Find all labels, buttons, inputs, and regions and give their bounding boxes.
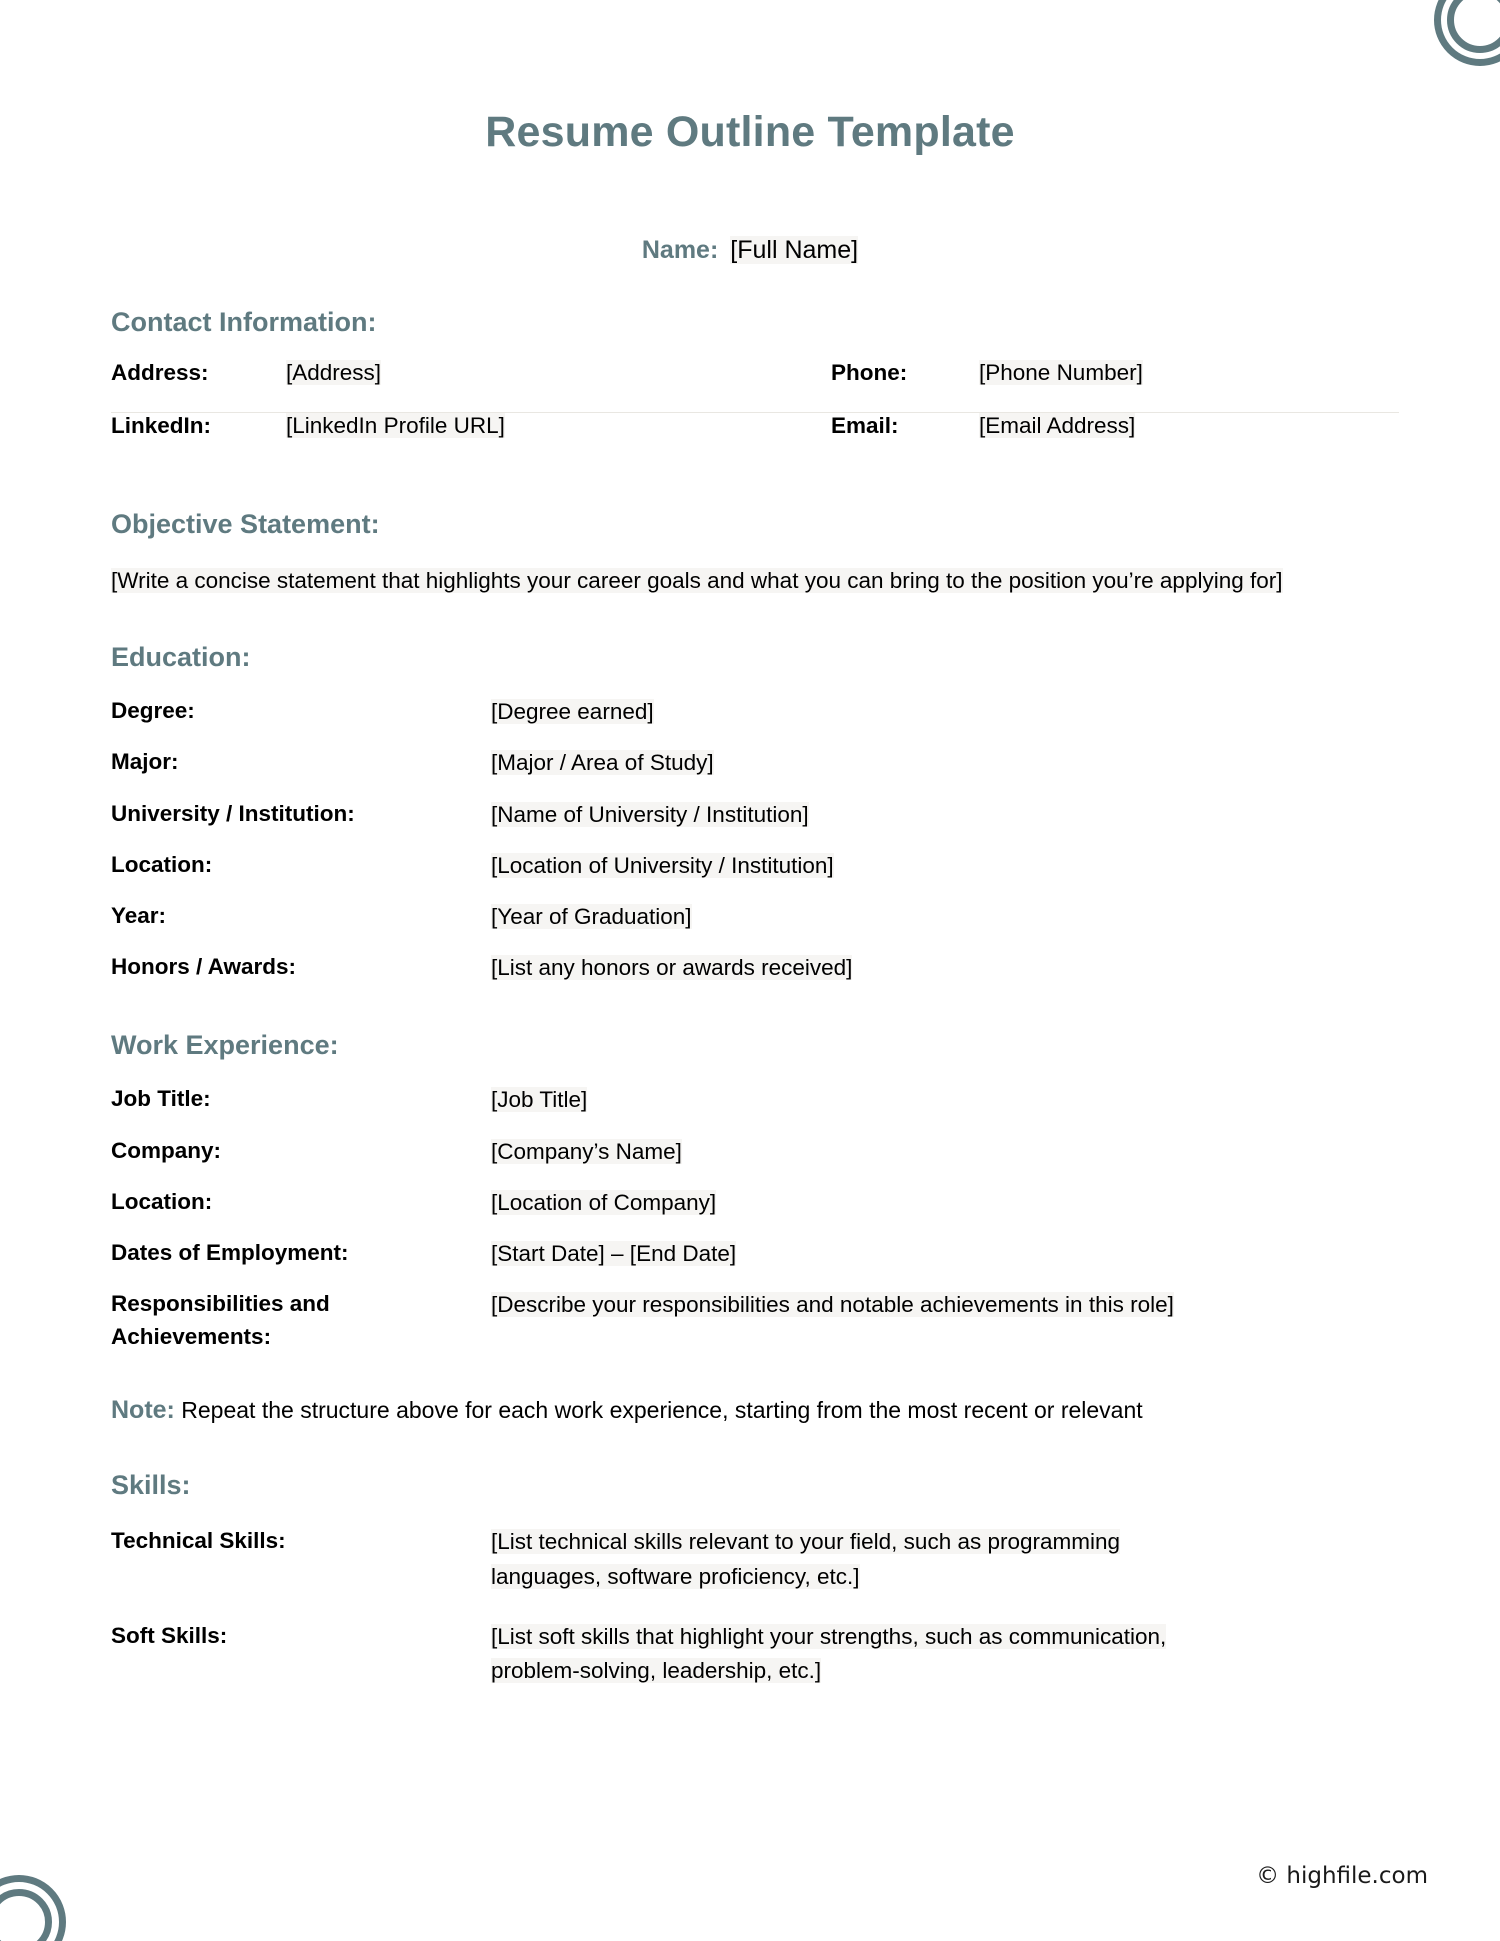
phone-label: Phone:: [831, 360, 908, 385]
work-location-value[interactable]: [Location of Company]: [491, 1189, 717, 1215]
section-work-experience: [111, 1030, 1389, 1353]
work-responsibilities-label: Responsibilities and Achievements:: [111, 1291, 330, 1349]
section-heading-education: Education:: [111, 642, 251, 673]
note-label: Note:: [111, 1396, 175, 1425]
section-education: [111, 642, 1389, 985]
table-row: [111, 798, 1399, 832]
soft-skills-label: Soft Skills:: [111, 1622, 228, 1648]
table-row: [111, 1620, 1399, 1688]
soft-skills-value-cell: [491, 1620, 1191, 1688]
corner-ring-bottom-left-inner-icon: [0, 1889, 52, 1941]
table-row: [111, 746, 1399, 780]
soft-skills-value[interactable]: [List soft skills that highlight your strengths, such as communication, problem-solving, leadership, etc.]: [491, 1623, 1167, 1683]
education-location-value[interactable]: [Location of University / Institution]: [491, 852, 834, 878]
objective-body-text[interactable]: [Write a concise statement that highlights your career goals and what you can bring to the position you’re applying for]: [111, 568, 1283, 593]
address-label: Address:: [111, 360, 209, 385]
work-dates-value-cell: [491, 1237, 1191, 1271]
education-year-value-cell: [491, 900, 1191, 934]
education-honors-value-cell: [491, 951, 1191, 985]
contact-row-address-phone: [111, 360, 1399, 413]
work-responsibilities-value[interactable]: [Describe your responsibilities and notable achievements in this role]: [491, 1292, 1174, 1318]
skills-table: [111, 1525, 1399, 1688]
footer-copyright: © highfile.com: [1256, 1863, 1428, 1889]
contact-row-linkedin-email: [111, 413, 1399, 465]
table-row: [111, 1135, 1399, 1169]
linkedin-value[interactable]: [LinkedIn Profile URL]: [286, 413, 505, 438]
work-job-title-value-cell: [491, 1083, 1191, 1117]
section-objective-statement: [111, 509, 1389, 597]
work-experience-table: [111, 1083, 1399, 1353]
education-university-label: University / Institution:: [111, 800, 355, 826]
work-dates-value[interactable]: [Start Date] – [End Date]: [491, 1240, 737, 1266]
section-heading-skills: Skills:: [111, 1470, 191, 1501]
contact-grid: [111, 360, 1399, 465]
work-location-value-cell: [491, 1186, 1191, 1220]
table-row: [111, 1237, 1399, 1271]
table-row: [111, 1083, 1399, 1117]
phone-value-cell: [979, 360, 1399, 386]
address-value[interactable]: [Address]: [286, 360, 382, 385]
education-honors-value[interactable]: [List any honors or awards received]: [491, 955, 853, 981]
education-location-value-cell: [491, 849, 1191, 883]
work-job-title-label: Job Title:: [111, 1086, 211, 1112]
work-location-label: Location:: [111, 1188, 213, 1214]
education-degree-label: Degree:: [111, 698, 195, 724]
note-line: [111, 1393, 1389, 1428]
table-row: [111, 1525, 1399, 1593]
name-value[interactable]: [Full Name]: [730, 236, 859, 264]
email-value[interactable]: [Email Address]: [979, 413, 1136, 438]
section-heading-contact: Contact Information:: [111, 307, 377, 337]
education-degree-value[interactable]: [Degree earned]: [491, 699, 654, 725]
table-row: [111, 849, 1399, 883]
objective-body: [111, 564, 1383, 597]
section-skills: [111, 1470, 1389, 1688]
work-dates-label: Dates of Employment:: [111, 1239, 349, 1265]
work-job-title-value[interactable]: [Job Title]: [491, 1087, 588, 1113]
phone-value[interactable]: [Phone Number]: [979, 360, 1143, 385]
education-degree-value-cell: [491, 695, 1191, 729]
work-company-value[interactable]: [Company’s Name]: [491, 1138, 682, 1164]
work-company-value-cell: [491, 1135, 1191, 1169]
education-major-label: Major:: [111, 749, 179, 775]
education-honors-label: Honors / Awards:: [111, 954, 297, 980]
education-table: [111, 695, 1399, 985]
section-heading-objective: Objective Statement:: [111, 509, 380, 539]
name-label: Name:: [641, 236, 719, 264]
technical-skills-value[interactable]: [List technical skills relevant to your field, such as programming languages, software proficiency, etc.]: [491, 1529, 1121, 1589]
name-line: [0, 235, 1500, 265]
linkedin-value-cell: [286, 413, 831, 439]
table-row: [111, 951, 1399, 985]
education-location-label: Location:: [111, 851, 213, 877]
table-row: [111, 900, 1399, 934]
table-row: [111, 1288, 1399, 1353]
technical-skills-value-cell: [491, 1525, 1221, 1593]
education-year-label: Year:: [111, 903, 167, 929]
education-major-value[interactable]: [Major / Area of Study]: [491, 750, 714, 776]
table-row: [111, 695, 1399, 729]
email-label: Email:: [831, 413, 899, 438]
technical-skills-label: Technical Skills:: [111, 1528, 286, 1554]
education-university-value-cell: [491, 798, 1191, 832]
work-company-label: Company:: [111, 1137, 222, 1163]
note-text: Repeat the structure above for each work experience, starting from the most recent or relevant: [174, 1397, 1143, 1424]
corner-ring-bottom-left-outer-icon: [0, 1875, 66, 1941]
page-title: Resume Outline Template: [485, 108, 1015, 156]
email-value-cell: [979, 413, 1399, 439]
work-responsibilities-value-cell: [491, 1288, 1221, 1322]
linkedin-label: LinkedIn:: [111, 413, 211, 438]
address-value-cell: [286, 360, 831, 386]
education-university-value[interactable]: [Name of University / Institution]: [491, 801, 809, 827]
education-major-value-cell: [491, 746, 1191, 780]
table-row: [111, 1186, 1399, 1220]
section-heading-work-experience: Work Experience:: [111, 1030, 339, 1061]
section-contact-information: [111, 307, 1389, 465]
education-year-value[interactable]: [Year of Graduation]: [491, 904, 692, 930]
